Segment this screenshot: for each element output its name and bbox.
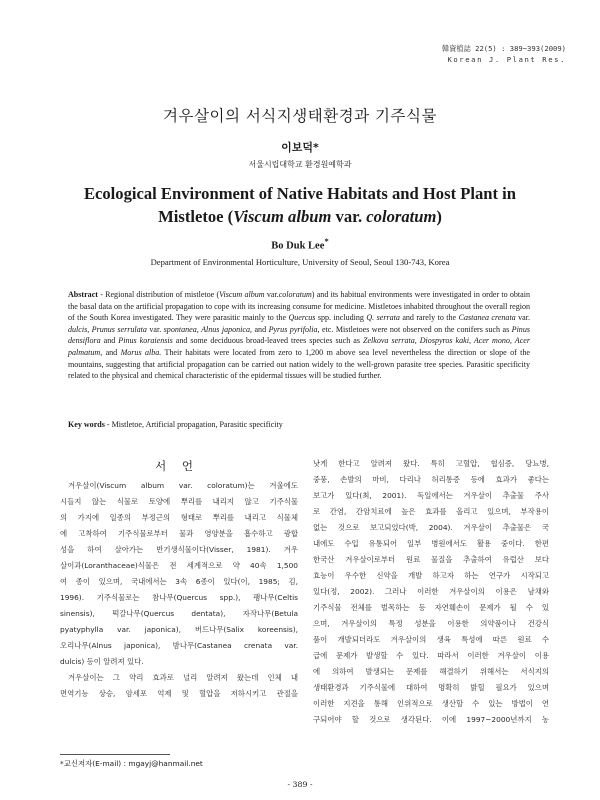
korean-title: 겨우살이의 서식지생태환경과 기주식물 [163, 107, 437, 125]
text-line: 생태환경과 기주식물에 대하여 명확히 밝힐 필요가 있으며 [313, 683, 549, 692]
right-column [313, 456, 549, 728]
text-line: 성을 하여 살아가는 반기생식물이다(Visser, 1981). 겨우 [60, 545, 298, 554]
text-line: 살이과(Loranthaceae)식물은 전 세계적으로 약 40속 1,500 [60, 561, 298, 570]
text-line: 에 의하여 발생되는 문제를 해결하기 위해서는 서식지의 [313, 667, 549, 676]
text-line: 시들지 않는 식물로 토양에 뿌리를 내리지 않고 기주식물 [60, 497, 298, 506]
left-column [60, 478, 298, 702]
text-line: 으며, 겨우살이의 특정 성분을 이용한 의약품이나 건강식 [313, 619, 549, 628]
english-affiliation: Department of Environmental Horticulture, University of Seoul, Seoul 130-743, Korea [150, 257, 450, 267]
text-line: 겨우살이는 그 약리 효과로 널리 알려져 왔는데 인체 내 [68, 673, 298, 682]
text-line: 오리나무(Alnus japonica), 밤나무(Castanea crenata var. [60, 641, 298, 650]
journal-citation [442, 44, 566, 65]
text-line: 여 종이 있으며, 국내에서는 3속 6종이 있다(이, 1985; 김, [60, 577, 298, 586]
text-line: 이러한 지견을 통해 인위적으로 생산할 수 있는 방법이 연 [313, 699, 549, 708]
korean-affiliation: 서울시립대학교 환경원예학과 [248, 160, 352, 169]
text-line: sinensis), 떡갈나무(Quercus dentata), 자작나무(Betula [60, 609, 298, 618]
text-line: pyatyphylla var. japonica), 버드나무(Salix koreensis), [60, 625, 298, 634]
text-line: 기주식물 전체를 벌목하는 등 자연훼손이 문제가 될 수 있 [313, 603, 549, 612]
text-line: 의 가지에 일종의 부정근의 형태로 뿌리를 내리고 식물체 [60, 513, 298, 522]
text-line: 구되어야 할 것으로 생각된다. 이에 1997~2000년까지 농 [313, 715, 549, 724]
text-line: 있다(정, 2002). 그러나 이러한 겨우살이의 이용은 남채와 [313, 587, 549, 596]
text-line: 보고가 있다(최, 2001). 독일에서는 겨우살이 추출물 주사 [313, 491, 549, 500]
section-heading-introduction: 서 언 [155, 459, 199, 473]
keywords-label: Key words [68, 420, 105, 429]
korean-author: 이보덕* [281, 141, 319, 154]
keywords: Key words - Mistletoe, Artificial propagation, Parasitic specificity [68, 420, 283, 429]
page-number: - 389 - [287, 780, 313, 789]
english-author: Bo Duk Lee* [271, 236, 329, 252]
english-title-line2: Mistletoe (Viscum album var. coloratum) [158, 207, 442, 226]
text-line: 효능이 우수한 신약을 개발 하고자 하는 연구가 시작되고 [313, 571, 549, 580]
text-line: 로 간염, 간암치료에 높은 효과를 올리고 있으며, 부작용이 [313, 507, 549, 516]
text-line: 내에도 수입 유통되어 일부 병원에서도 활용 중이다. 한편 [313, 539, 549, 548]
english-title-line1: Ecological Environment of Native Habitats and Host Plant in [83, 184, 517, 203]
text-line: 겨우살이(Viscum album var. coloratum)는 겨울에도 [68, 481, 298, 490]
footnote-divider [60, 754, 170, 755]
text-line: 1996). 기주식물로는 참나무(Quercus spp.), 팽나무(Celtis [60, 593, 298, 602]
corresponding-author-footnote: *교신저자(E-mail) : mgayj@hanmail.net [60, 759, 203, 768]
abstract: Abstract - Regional distribution of mistletoe (Viscum album var.coloratum) and its habitual environments were investigated in order to obtain the basal data on the artificial propagation to cope with its increasing consume for medicine. Mistletoes inhabited throughout the overall region of the South Korea investigated. They were parasitic mainly to the Quercus spp. including Q. serrata and rarely to the Castanea crenata var. dulcis, Prunus serrulata var. spontanea, Alnus japonica, and Pyrus pyrifolia, etc. Mistletoes were not observed on the conifers such as Pinus densiflora and Pinus koraiensis and some deciduous broad-leaved trees species such as Zelkova serrata, Diospyros kaki, Acer mono, Acer palmatum, and Morus alba. Their habitats were located from zero to 1,200 m above sea level nevertheless the direction or slope of the mountains, suggesting that artificial propagation can be carried out nation widely to the well-grown parasite tree species. Parasitic specificity related to the physical and chemical characteristic of the epidermal tissues will be studied further. [68, 290, 531, 381]
text-line: 급에 문제가 발생할 수 있다. 따라서 이러한 겨우살이 이용 [313, 651, 549, 660]
text-line: 없는 것으로 보고되었다(박, 2004). 겨우살이 추출물은 국 [313, 523, 549, 532]
text-line: 에 고착하여 기주식물로부터 물과 영양분을 흡수하고 광합 [60, 529, 298, 538]
text-line: 품이 개발되더라도 겨우살이의 생육 특성에 따른 원료 수 [313, 635, 549, 644]
text-line: 중풍, 손발의 마비, 다리나 허리통증 등에 효과가 좋다는 [313, 475, 549, 484]
journal-name: Korean J. Plant Res. [447, 54, 566, 64]
journal-volume: 韓資植誌 22(5) : 389~393(2009) [442, 44, 566, 53]
text-line: dulcis) 등이 알려져 있다. [60, 657, 144, 666]
text-line: 한국산 겨우살이로부터 원료 물질을 추출하여 유럽산 보다 [313, 555, 549, 564]
english-title [40, 182, 560, 228]
text-line: 면역기능 상승, 암세포 억제 및 혈압을 저하시키고 관절을 [60, 689, 298, 698]
abstract-label: Abstract [68, 290, 98, 299]
text-line: 낫게 한다고 알려져 왔다. 특히 고혈압, 협심증, 당뇨병, [313, 459, 549, 468]
corresponding-mark: * [324, 236, 329, 246]
